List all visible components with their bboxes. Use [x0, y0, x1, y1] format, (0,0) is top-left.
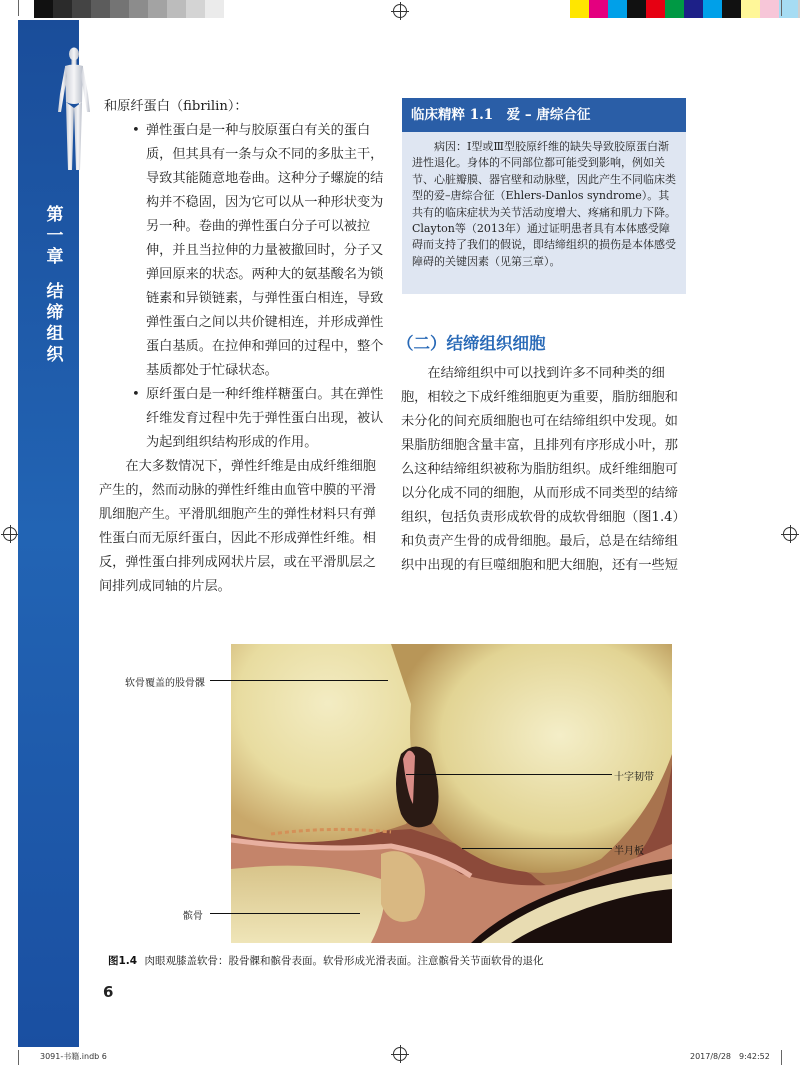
trim-mark	[781, 0, 782, 16]
clinical-pearl-text: 病因：Ⅰ型或Ⅲ型胶原纤维的缺失导致胶原蛋白渐进性退化。身体的不同部位都可能受到影响，例如关节、心脏瓣膜、器官壁和动脉壁，因此产生不同临床类型的爱–唐综合征（Ehlers-Danlos syndrome）。其共有的临床症状为关节活动度增大、疼痛和肌力下降。Clayton等（2013年）通过证明患者具有本体感受障碍而支持了我们的假说，即结缔组织的损伤是本体感受障碍的关键因素（见第三章）。	[412, 140, 676, 268]
calibration-swatch	[589, 0, 608, 18]
label-femoral-condyle: 软骨覆盖的股骨髁	[125, 678, 205, 689]
figure-caption-text: 肉眼观膝盖软骨：股骨髁和髌骨表面。软骨形成光滑表面。注意髌骨关节面软骨的退化	[144, 955, 544, 967]
page-number: 6	[103, 983, 114, 1001]
calibration-swatch	[186, 0, 205, 18]
knee-cartilage-photo	[231, 644, 672, 943]
figure-caption	[108, 953, 543, 968]
calibration-swatch	[703, 0, 722, 18]
chapter-vertical-title	[40, 205, 70, 366]
elastic-fiber-paragraph: 在大多数情况下，弹性纤维是由成纤维细胞产生的，然而动脉的弹性纤维由血管中膜的平滑肌细胞产生。平滑肌细胞产生的弹性材料只有弹性蛋白而无原纤蛋白，因此不形成弹性纤维。相反，弹性蛋白排列成网状片层，或在平滑肌层之间排列成同轴的片层。	[99, 459, 376, 594]
color-calibration-bar	[570, 0, 800, 18]
clinical-pearl-body	[402, 132, 686, 270]
calibration-swatch	[608, 0, 627, 18]
calibration-swatch	[129, 0, 148, 18]
bullet-fibrillin: • 原纤蛋白是一种纤维样糖蛋白。其在弹性纤维发育过程中先于弹性蛋白出现，被认为起到组织结构形成的作用。	[132, 383, 388, 455]
calibration-swatch	[627, 0, 646, 18]
clinical-pearl-title: 临床精粹 1.1 爱 – 唐综合征	[402, 98, 686, 132]
section-paragraph	[401, 362, 687, 578]
registration-mark-top	[393, 4, 407, 18]
calibration-swatch	[72, 0, 91, 18]
calibration-swatch	[741, 0, 760, 18]
chapter-char: 织	[46, 345, 64, 365]
grayscale-calibration-bar	[34, 0, 224, 18]
left-column	[99, 95, 388, 599]
footer-file: 3091-书籍.indb 6	[40, 1052, 107, 1061]
calibration-swatch	[646, 0, 665, 18]
label-patella: 髌骨	[183, 911, 203, 922]
calibration-swatch	[760, 0, 779, 18]
bullet-elastin: • 弹性蛋白是一种与胶原蛋白有关的蛋白质，但其具有一条与众不同的多肽主干，导致其能随意地卷曲。这种分子螺旋的结构并不稳固，因为它可以从一种形状变为另一种。卷曲的弹性蛋白分子可以被拉伸，并且当拉伸的力量被撤回时，分子又弹回原来的状态。两种大的氨基酸名为锁链素和异锁链素，与弹性蛋白相连，导致弹性蛋白之间以共价键相连，并形成弹性蛋白基质。在拉伸和弹回的过程中，整个基质都处于忙碌状态。	[132, 119, 388, 383]
leader-line-patella	[210, 913, 360, 914]
clinical-pearl-box	[402, 98, 686, 294]
registration-mark-left	[3, 527, 17, 541]
registration-mark-bottom	[393, 1047, 407, 1061]
calibration-swatch	[684, 0, 703, 18]
trim-mark	[18, 0, 19, 16]
trim-mark	[781, 1050, 782, 1065]
calibration-swatch	[205, 0, 224, 18]
label-cruciate-ligament: 十字韧带	[614, 772, 654, 783]
chapter-char: 结	[46, 282, 64, 302]
calibration-swatch	[148, 0, 167, 18]
intro-line: 和原纤蛋白（fibrilin）：	[104, 99, 248, 114]
figure-number: 图1.4	[108, 955, 138, 967]
chapter-char: 组	[46, 324, 64, 344]
calibration-swatch	[167, 0, 186, 18]
human-figure-icon	[54, 46, 94, 176]
leader-line-cruciate	[406, 774, 612, 775]
chapter-char: 缔	[46, 303, 64, 323]
calibration-swatch	[34, 0, 53, 18]
chapter-char: 第	[46, 205, 64, 225]
chapter-char: 章	[46, 247, 64, 267]
registration-mark-right	[783, 527, 797, 541]
section-text: 在结缔组织中可以找到许多不同种类的细胞，相较之下成纤维细胞更为重要，脂肪细胞和未分化的间充质细胞也可在结缔组织中发现。如果脂肪细胞含量丰富，且排列有序形成小叶，那么这种结缔组织被称为脂肪组织。成纤维细胞可以分化成不同的细胞，从而形成不同类型的结缔组织，包括负责形成软骨的成软骨细胞（图1.4）和负责产生骨的成骨细胞。最后，总是在结缔组织中出现的有巨噬细胞和肥大细胞，还有一些短	[401, 366, 686, 573]
calibration-swatch	[110, 0, 129, 18]
label-meniscus: 半月板	[614, 846, 644, 857]
calibration-swatch	[91, 0, 110, 18]
calibration-swatch	[722, 0, 741, 18]
calibration-swatch	[570, 0, 589, 18]
section-title: （二）结缔组织细胞	[397, 334, 546, 353]
footer-timestamp: 2017/8/28 9:42:52	[690, 1052, 770, 1061]
trim-mark	[18, 1050, 19, 1065]
leader-line-femoral-condyle	[210, 680, 388, 681]
calibration-swatch	[53, 0, 72, 18]
leader-line-meniscus	[462, 848, 612, 849]
chapter-char: 一	[46, 226, 64, 246]
calibration-swatch	[665, 0, 684, 18]
